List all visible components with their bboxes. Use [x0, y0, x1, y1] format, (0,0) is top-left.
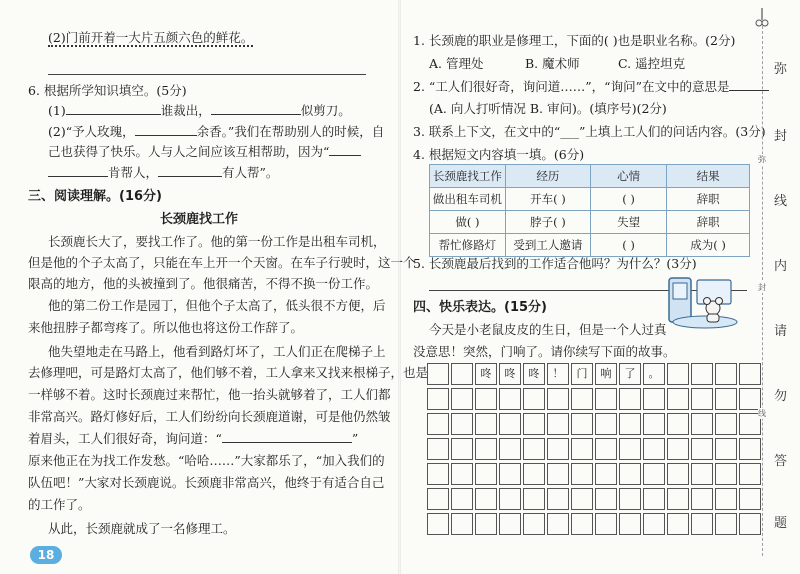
story-line: 从此，长颈鹿就成了一名修理工。	[48, 521, 236, 536]
grid-cell[interactable]	[715, 388, 737, 410]
grid-cell[interactable]	[547, 413, 569, 435]
table-row	[430, 188, 750, 211]
grid-cell[interactable]	[691, 488, 713, 510]
table-cell: 受到工人邀请	[505, 234, 590, 257]
scissors-icon	[754, 6, 770, 28]
sidebar-char: 勿	[774, 389, 788, 404]
story-line: 的工作了。	[28, 497, 91, 512]
q2-question: 2. “工人们很好奇，询问道……”，“询问”在文中的意思是	[413, 79, 730, 94]
grid-cell[interactable]	[643, 513, 665, 535]
q6-1-prefix: (1)	[48, 103, 66, 118]
grid-cell[interactable]	[715, 463, 737, 485]
story-line: 他的第二份工作是园丁，但他个子太高了，低头很不方便，后	[48, 298, 386, 313]
grid-cell[interactable]: ！	[547, 363, 569, 385]
grid-cell[interactable]	[523, 438, 545, 460]
grid-cell[interactable]	[691, 463, 713, 485]
story-line: 队伍吧！”大家对长颈鹿说。长颈鹿非常高兴，他终于有适合自己	[28, 475, 385, 490]
grid-cell[interactable]	[667, 438, 689, 460]
grid-cell[interactable]	[667, 513, 689, 535]
q6-2-blank-b[interactable]	[329, 144, 361, 156]
grid-cell[interactable]	[499, 438, 521, 460]
grid-cell[interactable]	[667, 363, 689, 385]
grid-cell[interactable]: 。	[643, 363, 665, 385]
grid-cell[interactable]	[523, 413, 545, 435]
seal-line-sidebar	[750, 0, 800, 574]
grid-cell[interactable]	[475, 513, 497, 535]
grid-cell[interactable]	[427, 363, 449, 385]
q6-1-mid: 谁裁出，	[160, 103, 211, 118]
grid-cell[interactable]	[571, 438, 593, 460]
sidebar-seal-mark: 弥	[758, 155, 766, 164]
grid-cell[interactable]	[667, 463, 689, 485]
story-line: 非常高兴。路灯修好后，工人们纷纷向长颈鹿道谢，可是他仍然皱	[28, 409, 391, 424]
section3-title: 三、阅读理解。(16分)	[28, 189, 162, 204]
table-header-cell: 结果	[667, 165, 750, 188]
q6-2-blank-a[interactable]	[135, 124, 197, 136]
answer-line	[48, 74, 366, 75]
grid-cell[interactable]	[571, 488, 593, 510]
grid-cell[interactable]	[619, 388, 641, 410]
story-line: 去修理吧，可是路灯太高了，他们够不着，工人拿来又找来根梯子，也是	[28, 365, 429, 380]
window-icon	[697, 280, 731, 304]
grid-cell[interactable]	[547, 438, 569, 460]
grid-cell[interactable]	[427, 513, 449, 535]
grid-cell[interactable]	[499, 488, 521, 510]
prev-question-sub2: (2)门前开着一大片五颜六色的鲜花。	[48, 30, 254, 45]
table-cell: 做出租车司机	[430, 188, 506, 211]
grid-cell[interactable]	[451, 413, 473, 435]
table-cell: 帮忙修路灯	[430, 234, 506, 257]
grid-cell[interactable]	[523, 463, 545, 485]
story-line: 一样够不着。这时长颈鹿过来帮忙，他一抬头就够着了，工人们都	[28, 387, 391, 402]
q1-option-c[interactable]: C. 遥控坦克	[618, 56, 686, 71]
grid-cell[interactable]	[619, 488, 641, 510]
grid-cell[interactable]	[499, 463, 521, 485]
mouse-room-illustration	[667, 274, 741, 330]
grid-cell[interactable]	[691, 388, 713, 410]
grid-cell[interactable]	[595, 438, 617, 460]
grid-cell[interactable]: 门	[571, 363, 593, 385]
grid-cell[interactable]	[475, 463, 497, 485]
page-fold	[398, 0, 401, 574]
q1-option-b[interactable]: B. 魔术师	[525, 56, 580, 71]
grid-cell[interactable]	[619, 438, 641, 460]
grid-cell[interactable]	[523, 388, 545, 410]
q4-text: 4. 根据短文内容填一填。(6分)	[413, 147, 585, 162]
q6-2-line3	[48, 165, 278, 181]
grid-cell[interactable]	[523, 488, 545, 510]
sidebar-char: 内	[774, 259, 788, 274]
q4-table	[429, 164, 750, 257]
grid-cell[interactable]	[667, 488, 689, 510]
grid-cell[interactable]	[475, 488, 497, 510]
sidebar-char: 线	[774, 194, 788, 209]
table-header-cell: 心情	[590, 165, 666, 188]
grid-cell[interactable]	[595, 388, 617, 410]
grid-cell[interactable]	[715, 363, 737, 385]
sidebar-char: 请	[774, 324, 788, 339]
grid-cell[interactable]	[451, 463, 473, 485]
q2-text	[413, 79, 769, 95]
grid-cell[interactable]	[715, 438, 737, 460]
table-header-row	[430, 165, 750, 188]
grid-cell[interactable]	[427, 488, 449, 510]
page-number: 18	[30, 546, 62, 564]
grid-cell[interactable]	[547, 513, 569, 535]
grid-cell[interactable]	[691, 438, 713, 460]
grid-cell[interactable]	[571, 513, 593, 535]
story-line: 来他扭脖子都弯疼了。所以他也将这份工作辞了。	[28, 320, 304, 335]
grid-cell[interactable]	[499, 513, 521, 535]
grid-cell[interactable]	[547, 463, 569, 485]
grid-cell[interactable]	[643, 463, 665, 485]
q2-options: (A. 向人打听情况 B. 审问)。(填序号)(2分)	[429, 101, 667, 116]
story-line: 但是他的个子太高了，只能在车上开一个天窗。在车子行驶时，这一个	[28, 255, 416, 270]
q6-2-blank-c[interactable]	[48, 165, 108, 177]
grid-cell[interactable]	[715, 513, 737, 535]
table-cell[interactable]: ( )	[590, 188, 666, 211]
grid-cell[interactable]	[667, 413, 689, 435]
q6-2-line2	[48, 144, 361, 160]
grid-cell[interactable]	[451, 388, 473, 410]
grid-cell[interactable]	[427, 463, 449, 485]
section4-prompt-2: 没意思！突然，门响了。请你续写下面的故事。	[413, 344, 676, 359]
grid-cell[interactable]	[595, 413, 617, 435]
q6-2-blank-d[interactable]	[158, 165, 222, 177]
grid-cell[interactable]	[595, 488, 617, 510]
grid-cell[interactable]	[427, 413, 449, 435]
q6-1-blank-b[interactable]	[211, 103, 301, 115]
grid-cell[interactable]	[499, 388, 521, 410]
grid-cell[interactable]	[643, 438, 665, 460]
sidebar-char: 答	[774, 454, 788, 469]
grid-cell[interactable]: 咚	[523, 363, 545, 385]
q6-2-text-a: (2)“予人玫瑰，	[48, 124, 135, 139]
grid-cell[interactable]	[595, 463, 617, 485]
table-header-cell: 长颈鹿找工作	[430, 165, 506, 188]
q6-1-blank-a[interactable]	[66, 103, 161, 115]
grid-cell[interactable]	[475, 388, 497, 410]
close-quote: ”	[351, 431, 359, 446]
grid-cell[interactable]	[451, 513, 473, 535]
grid-cell[interactable]	[475, 438, 497, 460]
table-cell[interactable]: 做( )	[430, 211, 506, 234]
grid-cell[interactable]	[715, 488, 737, 510]
q5-text: 5. 长颈鹿最后找到的工作适合他吗？为什么？(3分)	[413, 256, 697, 271]
q6-2-text-d: 肯帮人，	[108, 165, 159, 180]
table-cell: 失望	[590, 211, 666, 234]
q1-text: 1. 长颈鹿的职业是修理工，下面的( )也是职业名称。(2分)	[413, 33, 736, 48]
grid-cell[interactable]: 咚	[475, 363, 497, 385]
grid-cell[interactable]	[499, 413, 521, 435]
section4-prompt-1: 今天是小老鼠皮皮的生日，但是一个人过真	[429, 322, 667, 337]
grid-cell[interactable]	[547, 388, 569, 410]
grid-cell[interactable]	[475, 413, 497, 435]
grid-cell[interactable]: 响	[595, 363, 617, 385]
story-line-text: 着眉头，工人们很好奇，询问道：“	[28, 431, 222, 446]
grid-cell[interactable]	[643, 488, 665, 510]
sidebar-char: 题	[774, 516, 788, 531]
section4-title: 四、快乐表达。(15分)	[413, 300, 547, 315]
grid-cell[interactable]	[691, 413, 713, 435]
grid-cell[interactable]	[451, 488, 473, 510]
table-row	[430, 234, 750, 257]
sidebar-char: 封	[774, 129, 788, 144]
grid-cell[interactable]	[619, 413, 641, 435]
story-title: 长颈鹿找工作	[160, 212, 239, 227]
grid-cell[interactable]	[451, 438, 473, 460]
grid-cell[interactable]	[667, 388, 689, 410]
grid-cell[interactable]	[571, 413, 593, 435]
grid-cell[interactable]	[643, 388, 665, 410]
sidebar-char: 弥	[774, 62, 788, 77]
grid-cell[interactable]: 咚	[499, 363, 521, 385]
story-line: 限高的地方，他的头被撞到了。他很痛苦，不得不换一份工作。	[28, 276, 379, 291]
q1-option-a[interactable]: A. 管理处	[429, 56, 484, 71]
table-cell[interactable]: 开车( )	[505, 188, 590, 211]
story-line	[28, 431, 358, 447]
table-cell[interactable]: ( )	[590, 234, 666, 257]
grid-cell[interactable]: 了	[619, 363, 641, 385]
sidebar-seal-mark: 线	[758, 409, 766, 418]
table-cell: 辞职	[667, 188, 750, 211]
right-page	[405, 0, 766, 574]
q6-2-line1	[48, 124, 384, 140]
q6-2-text-c: 己也获得了快乐。人与人之间应该互相帮助，因为“	[48, 144, 330, 159]
grid-cell[interactable]	[571, 463, 593, 485]
grid-cell[interactable]	[427, 388, 449, 410]
grid-cell[interactable]	[595, 513, 617, 535]
grid-cell[interactable]	[547, 488, 569, 510]
table-row	[430, 211, 750, 234]
grid-cell[interactable]	[571, 388, 593, 410]
grid-cell[interactable]	[643, 413, 665, 435]
q3-answer-blank[interactable]	[222, 431, 352, 443]
grid-cell[interactable]	[619, 463, 641, 485]
grid-cell[interactable]	[715, 413, 737, 435]
grid-cell[interactable]	[691, 363, 713, 385]
q3-text: 3. 联系上下文，在文中的“___”上填上工人们的问话内容。(3分)	[413, 124, 766, 139]
story-line: 原来他正在为找工作发愁。“哈哈……”大家都乐了，“加入我们的	[28, 453, 385, 468]
q6-1-end: 似剪刀。	[300, 103, 351, 118]
grid-cell[interactable]	[451, 363, 473, 385]
q6-2-text-e: 有人帮”。	[222, 165, 279, 180]
grid-cell[interactable]	[427, 438, 449, 460]
story-line: 长颈鹿长大了，要找工作了。他的第一份工作是出租车司机，	[48, 234, 386, 249]
grid-cell[interactable]	[619, 513, 641, 535]
story-line: 他失望地走在马路上，他看到路灯坏了，工人们正在爬梯子上	[48, 344, 386, 359]
table-cell[interactable]: 成为( )	[667, 234, 750, 257]
table-cell[interactable]: 脖子( )	[505, 211, 590, 234]
grid-cell[interactable]	[523, 513, 545, 535]
q6-1	[48, 103, 351, 119]
table-header-cell: 经历	[505, 165, 590, 188]
table-cell: 辞职	[667, 211, 750, 234]
q6-2-text-b: 余香。”我们在帮助别人的时候，自	[196, 124, 385, 139]
sidebar-seal-mark: 封	[758, 283, 766, 292]
grid-cell[interactable]	[691, 513, 713, 535]
q6-title: 6. 根据所学知识填空。(5分)	[28, 83, 187, 98]
